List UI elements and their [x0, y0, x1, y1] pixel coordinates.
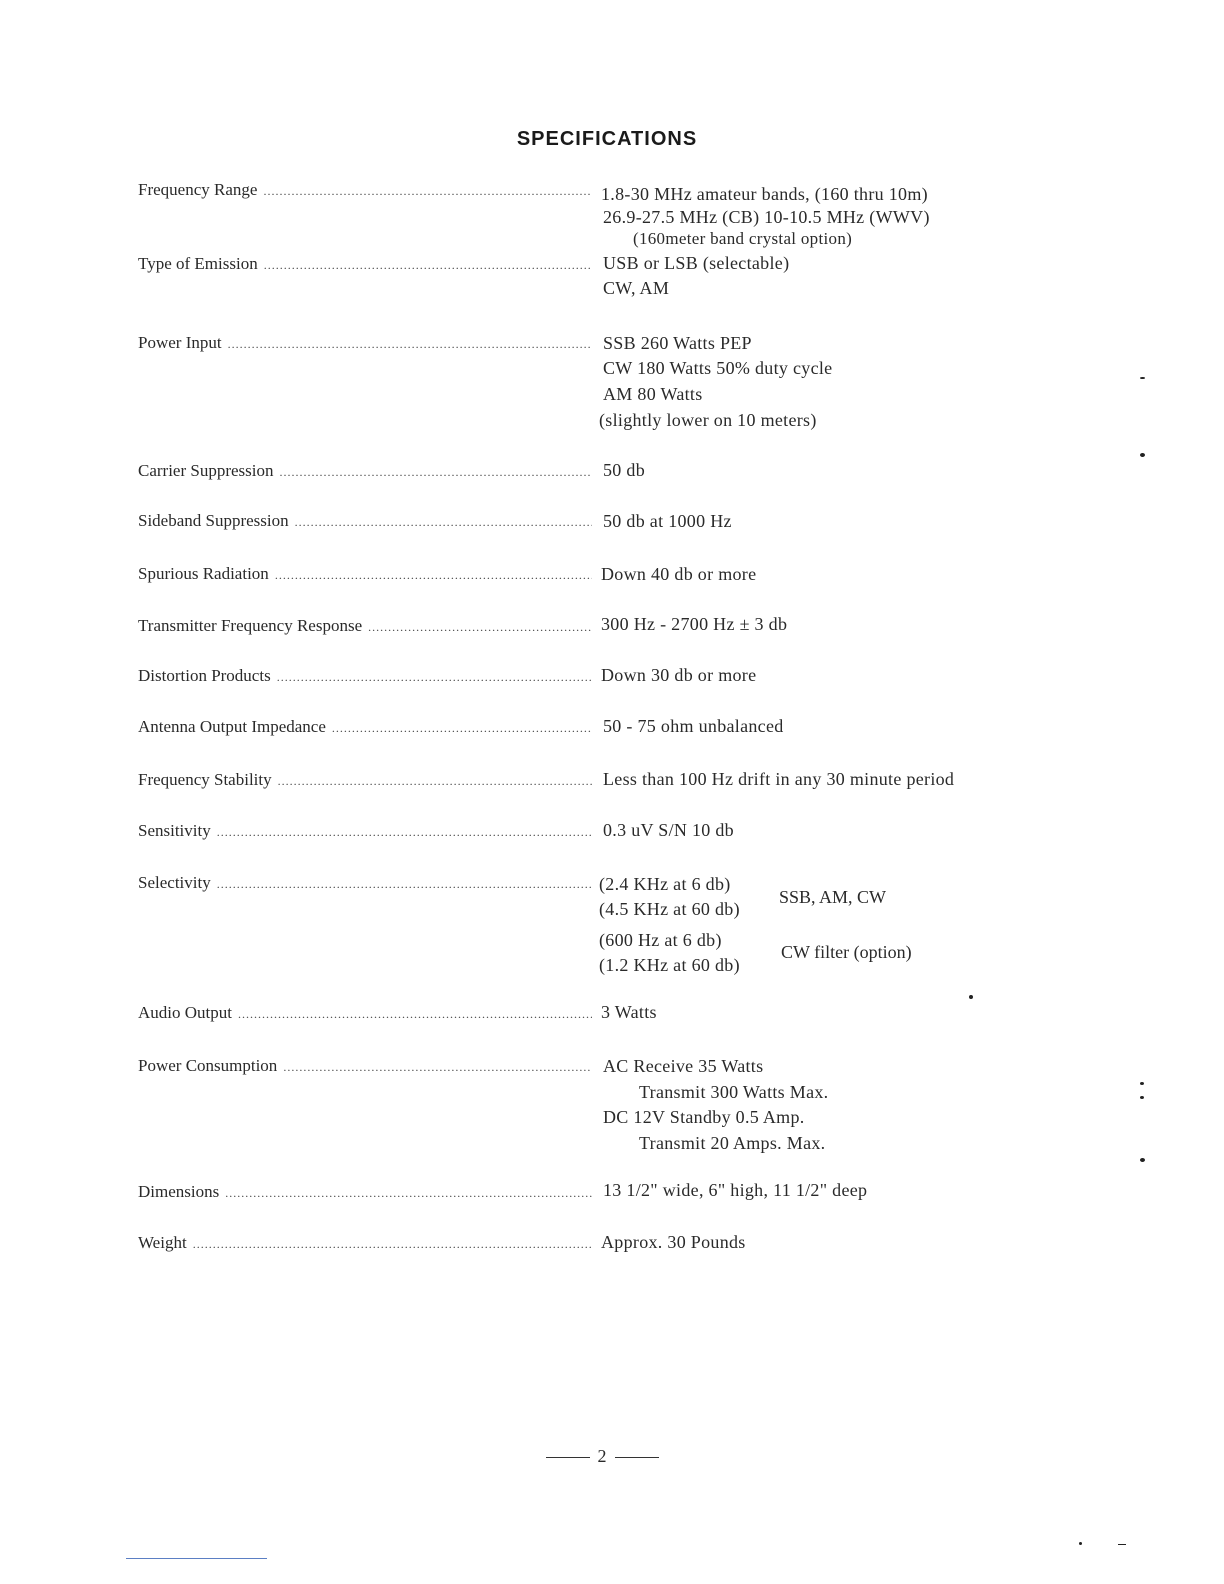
page-number-text: 2	[597, 1446, 607, 1466]
spec-value: USB or LSB (selectable)	[603, 253, 790, 273]
leader-dots	[193, 1232, 592, 1256]
scan-speck	[1140, 377, 1145, 379]
spec-value: 26.9-27.5 MHz (CB) 10-10.5 MHz (WWV)	[603, 207, 930, 227]
spec-label-power-input	[138, 331, 592, 356]
spec-label-text: Distortion Products	[138, 666, 271, 685]
spec-label-text: Audio Output	[138, 1003, 232, 1022]
spec-value: (2.4 KHz at 6 db)	[599, 874, 731, 894]
spec-label-text: Frequency Range	[138, 180, 258, 199]
spec-value: AM 80 Watts	[603, 384, 703, 404]
spec-label-weight	[138, 1231, 592, 1256]
spec-value: SSB 260 Watts PEP	[603, 333, 752, 353]
leader-dots	[225, 1181, 592, 1205]
leader-dots	[278, 769, 592, 793]
spec-label-text: Power Input	[138, 333, 222, 352]
spec-value: DC 12V Standby 0.5 Amp.	[603, 1107, 805, 1127]
spec-label-audio-output	[138, 1001, 592, 1026]
spec-value: Down 40 db or more	[601, 564, 757, 584]
spec-label-type-of-emission	[138, 252, 592, 277]
spec-label-carrier-suppression	[138, 459, 592, 484]
scan-speck	[1140, 1096, 1144, 1099]
spec-value: Down 30 db or more	[601, 665, 757, 685]
spec-label-text: Selectivity	[138, 873, 211, 892]
spec-label-sensitivity	[138, 819, 592, 844]
page-title: SPECIFICATIONS	[516, 128, 698, 150]
leader-dots	[277, 665, 592, 689]
spec-label-text: Sideband Suppression	[138, 511, 289, 530]
scan-speck	[969, 995, 973, 999]
spec-value: 300 Hz - 2700 Hz ± 3 db	[601, 614, 788, 634]
selectivity-note-cw-filter: CW filter (option)	[781, 942, 912, 962]
spec-value: 13 1/2" wide, 6" high, 11 1/2" deep	[603, 1180, 868, 1200]
scan-edge-line	[126, 1558, 267, 1559]
page-number	[0, 1446, 1204, 1467]
spec-label-power-consumption	[138, 1054, 592, 1079]
leader-dots	[263, 179, 592, 203]
spec-label-text: Spurious Radiation	[138, 564, 269, 583]
leader-dots	[295, 510, 592, 534]
spec-value: (160meter band crystal option)	[633, 229, 853, 248]
spec-value: Approx. 30 Pounds	[601, 1232, 746, 1252]
spec-value: Less than 100 Hz drift in any 30 minute period	[603, 769, 955, 789]
scan-speck	[1140, 453, 1145, 457]
spec-label-frequency-stability	[138, 768, 592, 793]
spec-label-antenna-impedance	[138, 715, 592, 740]
scan-speck	[1118, 1544, 1126, 1545]
page-number-dash-left	[546, 1457, 590, 1458]
scan-speck	[1140, 1082, 1144, 1085]
spec-value: AC Receive 35 Watts	[603, 1056, 764, 1076]
spec-value: 50 db	[603, 460, 645, 480]
spec-label-tx-frequency-response	[138, 614, 592, 639]
spec-label-text: Carrier Suppression	[138, 461, 274, 480]
spec-value: 50 - 75 ohm unbalanced	[603, 716, 784, 736]
spec-value: 3 Watts	[601, 1002, 657, 1022]
spec-label-text: Type of Emission	[138, 254, 258, 273]
spec-value: 50 db at 1000 Hz	[603, 511, 732, 531]
leader-dots	[275, 563, 592, 587]
selectivity-note-ssb-am-cw: SSB, AM, CW	[779, 887, 887, 907]
spec-value: (slightly lower on 10 meters)	[599, 410, 817, 430]
leader-dots	[228, 332, 592, 356]
spec-label-frequency-range	[138, 178, 592, 203]
leader-dots	[217, 820, 592, 844]
scan-speck	[1140, 1158, 1145, 1162]
spec-label-text: Sensitivity	[138, 821, 211, 840]
spec-label-text: Power Consumption	[138, 1056, 278, 1075]
spec-label-selectivity	[138, 871, 592, 896]
leader-dots	[368, 615, 592, 639]
spec-value: CW, AM	[603, 278, 670, 298]
leader-dots	[280, 460, 592, 484]
spec-value: Transmit 20 Amps. Max.	[639, 1133, 826, 1153]
scan-speck	[1079, 1542, 1082, 1545]
spec-label-text: Frequency Stability	[138, 770, 272, 789]
spec-value: (4.5 KHz at 60 db)	[599, 899, 740, 919]
spec-label-text: Antenna Output Impedance	[138, 717, 326, 736]
spec-value: 0.3 uV S/N 10 db	[603, 820, 734, 840]
leader-dots	[283, 1055, 592, 1079]
leader-dots	[238, 1002, 592, 1026]
spec-label-distortion-products	[138, 664, 592, 689]
leader-dots	[332, 716, 592, 740]
leader-dots	[217, 872, 592, 896]
spec-label-text: Weight	[138, 1233, 187, 1252]
spec-value: Transmit 300 Watts Max.	[639, 1082, 829, 1102]
spec-label-sideband-suppression	[138, 509, 592, 534]
spec-value: (600 Hz at 6 db)	[599, 930, 722, 950]
spec-value: CW 180 Watts 50% duty cycle	[603, 358, 833, 378]
spec-value: (1.2 KHz at 60 db)	[599, 955, 740, 975]
spec-label-text: Dimensions	[138, 1182, 220, 1201]
page-number-dash-right	[615, 1457, 659, 1458]
spec-label-spurious-radiation	[138, 562, 592, 587]
spec-label-text: Transmitter Frequency Response	[138, 616, 363, 635]
spec-label-dimensions	[138, 1180, 592, 1205]
spec-value: 1.8-30 MHz amateur bands, (160 thru 10m)	[601, 184, 928, 204]
leader-dots	[264, 253, 592, 277]
